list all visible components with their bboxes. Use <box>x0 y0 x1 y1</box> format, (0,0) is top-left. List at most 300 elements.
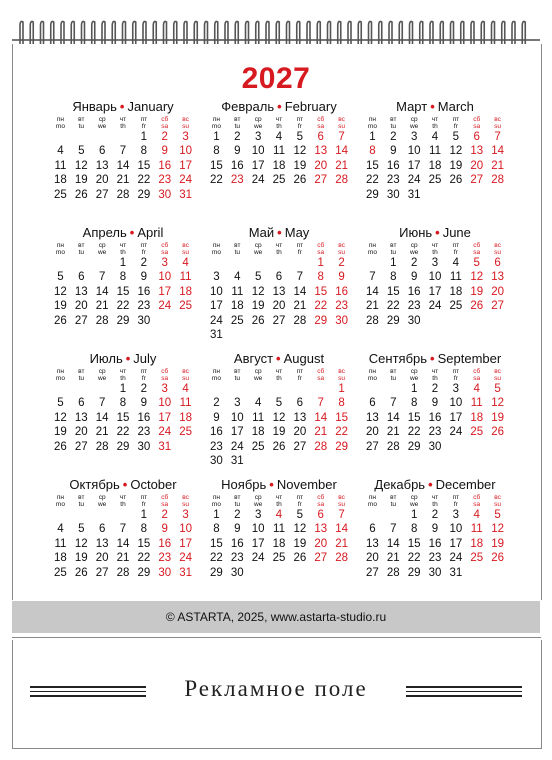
week-row <box>362 144 508 158</box>
week-row <box>206 566 352 580</box>
day-cell: 12 <box>74 159 88 172</box>
week-row <box>206 285 352 299</box>
day-cell: 20 <box>314 159 328 172</box>
day-cell: 3 <box>182 131 189 143</box>
day-cell: 2 <box>431 509 439 521</box>
day-cell: 10 <box>179 145 192 158</box>
year-title: 2027 <box>241 62 311 95</box>
day-cell <box>331 454 352 468</box>
day-cell: 27 <box>74 440 88 453</box>
day-cell <box>425 188 446 202</box>
month-march <box>362 98 508 202</box>
title-dot: • <box>430 351 435 366</box>
week-row <box>50 411 196 425</box>
week-row <box>362 508 508 522</box>
weekday-label: вт tu <box>390 116 397 130</box>
day-cell <box>248 256 269 270</box>
day-cell: 7 <box>119 523 127 536</box>
day-cell <box>331 328 352 342</box>
day-cell: 7 <box>119 145 127 158</box>
day-cell: 22 <box>314 300 328 313</box>
day-cell: 7 <box>338 509 345 521</box>
day-cell: 27 <box>366 566 379 579</box>
day-cell: 26 <box>54 314 67 327</box>
day-cell: 4 <box>452 257 460 269</box>
day-cell: 13 <box>74 285 88 298</box>
day-cell <box>269 328 290 342</box>
day-cell: 18 <box>54 552 67 565</box>
day-cell: 4 <box>57 523 64 536</box>
weekday-header <box>362 494 508 508</box>
weekday-label: вт tu <box>78 242 85 256</box>
month-title <box>50 350 196 368</box>
day-cell: 11 <box>470 397 483 410</box>
day-cell: 13 <box>272 285 286 298</box>
day-cell: 23 <box>158 174 172 187</box>
day-cell: 1 <box>338 383 345 395</box>
day-cell: 1 <box>119 257 127 269</box>
day-cell: 15 <box>366 159 379 172</box>
month-name-ru: Январь <box>72 99 117 114</box>
day-cell: 4 <box>254 397 262 410</box>
day-cell: 31 <box>179 566 192 579</box>
day-cell: 9 <box>234 523 241 536</box>
weekday-label: ср we <box>409 368 419 382</box>
day-cell: 17 <box>230 426 244 439</box>
day-cell: 26 <box>293 552 307 565</box>
month-name-en: June <box>442 225 471 240</box>
weekday-label: чт th <box>431 494 439 508</box>
day-cell <box>227 328 248 342</box>
day-cell: 28 <box>116 566 130 579</box>
weekday-label: ср we <box>409 494 419 508</box>
week-row <box>362 396 508 410</box>
weekday-label: чт th <box>275 242 283 256</box>
day-cell: 4 <box>234 271 241 284</box>
day-cell: 5 <box>494 509 501 521</box>
weekday-header <box>50 368 196 382</box>
day-cell: 23 <box>407 300 421 313</box>
day-cell: 26 <box>449 174 463 187</box>
weekday-header <box>50 242 196 256</box>
month-name-en: August <box>283 351 325 366</box>
day-cell <box>487 440 508 454</box>
week-row <box>50 256 196 270</box>
title-dot: • <box>430 99 435 114</box>
day-cell: 31 <box>230 454 244 467</box>
day-cell: 1 <box>369 131 376 143</box>
weekday-header <box>362 368 508 382</box>
day-cell: 11 <box>449 271 462 284</box>
day-cell <box>289 566 310 580</box>
day-cell: 1 <box>410 509 418 521</box>
day-cell: 6 <box>98 523 106 536</box>
day-cell: 6 <box>78 397 85 410</box>
title-dot: • <box>428 477 433 492</box>
day-cell: 31 <box>407 188 421 201</box>
title-dot: • <box>277 225 282 240</box>
day-cell <box>50 130 71 144</box>
day-cell: 20 <box>74 300 88 313</box>
day-cell <box>362 256 383 270</box>
weekday-label: пн mo <box>211 494 221 508</box>
day-cell: 22 <box>386 300 400 313</box>
day-cell: 21 <box>335 537 348 550</box>
day-cell: 28 <box>116 188 130 201</box>
month-name-ru: Ноябрь <box>221 477 267 492</box>
weekday-label: вс su <box>494 242 502 256</box>
month-name-en: October <box>130 477 177 492</box>
title-dot: • <box>276 351 281 366</box>
day-cell: 10 <box>251 523 265 536</box>
day-cell: 9 <box>140 397 148 410</box>
day-cell: 1 <box>213 509 220 521</box>
day-cell: 16 <box>407 285 421 298</box>
week-row <box>50 551 196 565</box>
day-cell <box>92 382 113 396</box>
month-title <box>206 224 352 242</box>
day-cell: 15 <box>116 411 130 424</box>
day-cell: 27 <box>95 188 109 201</box>
week-row <box>206 425 352 439</box>
weekday-label: пн mo <box>211 242 221 256</box>
month-name-ru: Октябрь <box>69 477 120 492</box>
day-cell: 16 <box>230 537 244 550</box>
day-cell: 17 <box>449 537 463 550</box>
week-row <box>362 256 508 270</box>
day-cell <box>487 188 508 202</box>
day-cell: 24 <box>179 174 192 187</box>
board-divider <box>12 637 541 638</box>
day-cell: 8 <box>140 145 148 158</box>
day-cell: 17 <box>210 300 223 313</box>
weekday-header <box>206 116 352 130</box>
day-cell: 10 <box>158 271 172 284</box>
day-cell: 29 <box>314 314 328 327</box>
week-row <box>206 522 352 536</box>
day-cell <box>248 328 269 342</box>
day-cell: 14 <box>335 145 348 158</box>
weekday-label: ср we <box>253 494 263 508</box>
day-cell: 10 <box>449 523 463 536</box>
day-cell: 14 <box>293 285 307 298</box>
day-cell: 24 <box>179 552 192 565</box>
day-cell: 5 <box>473 257 480 269</box>
weekday-label: пн mo <box>211 116 221 130</box>
week-row <box>362 285 508 299</box>
weekday-label: пн mo <box>55 368 65 382</box>
day-cell: 2 <box>431 383 439 395</box>
week-row <box>362 440 508 454</box>
day-cell: 1 <box>119 383 127 395</box>
day-cell: 20 <box>470 159 484 172</box>
weekday-label: сб sa <box>161 368 169 382</box>
day-cell: 22 <box>116 300 130 313</box>
day-cell: 8 <box>119 271 127 284</box>
week-row <box>50 144 196 158</box>
day-cell: 20 <box>272 300 286 313</box>
day-cell: 18 <box>272 159 286 172</box>
day-cell: 18 <box>449 285 463 298</box>
day-cell: 15 <box>210 537 223 550</box>
day-cell: 4 <box>57 145 64 158</box>
weekday-label: чт th <box>119 116 127 130</box>
day-cell: 15 <box>407 537 421 550</box>
week-row <box>206 270 352 284</box>
day-cell: 5 <box>78 145 85 158</box>
day-cell: 28 <box>386 440 400 453</box>
day-cell: 8 <box>410 397 418 410</box>
day-cell: 14 <box>491 145 504 158</box>
day-cell: 22 <box>137 552 151 565</box>
day-cell: 12 <box>293 523 307 536</box>
weekday-label: пт fr <box>452 494 460 508</box>
day-cell: 10 <box>158 397 172 410</box>
day-cell: 28 <box>95 314 109 327</box>
day-cell: 24 <box>449 426 463 439</box>
day-cell: 30 <box>230 566 244 579</box>
day-cell: 2 <box>213 397 220 410</box>
weekday-label: сб sa <box>317 368 325 382</box>
month-name-en: January <box>127 99 174 114</box>
day-cell <box>248 454 269 468</box>
day-cell: 22 <box>137 174 151 187</box>
day-cell: 10 <box>449 397 463 410</box>
day-cell: 13 <box>74 411 88 424</box>
day-cell: 5 <box>296 509 304 521</box>
day-cell: 27 <box>74 314 88 327</box>
weekday-label: пт fr <box>452 116 460 130</box>
day-cell: 6 <box>98 145 106 158</box>
day-cell: 10 <box>407 145 421 158</box>
month-name-en: July <box>133 351 157 366</box>
month-august <box>206 350 352 468</box>
day-cell <box>227 256 248 270</box>
weekday-label: ср we <box>409 116 419 130</box>
day-cell: 21 <box>95 426 109 439</box>
day-cell: 7 <box>390 523 397 536</box>
day-cell: 11 <box>429 145 441 158</box>
week-row <box>50 130 196 144</box>
week-row <box>206 144 352 158</box>
day-cell: 9 <box>234 145 241 158</box>
day-cell: 29 <box>335 440 348 453</box>
day-cell: 30 <box>335 314 348 327</box>
day-cell: 3 <box>182 509 189 521</box>
day-cell: 9 <box>140 271 148 284</box>
day-cell: 28 <box>491 174 504 187</box>
day-cell: 24 <box>407 174 421 187</box>
day-cell <box>466 440 487 454</box>
day-cell: 21 <box>116 174 130 187</box>
day-cell: 28 <box>335 174 348 187</box>
day-cell: 25 <box>179 426 192 439</box>
day-cell: 6 <box>275 271 283 284</box>
day-cell: 21 <box>386 552 400 565</box>
weekday-label: пт fr <box>296 116 304 130</box>
week-row <box>50 396 196 410</box>
day-cell: 29 <box>407 440 421 453</box>
day-cell: 25 <box>428 174 442 187</box>
day-cell: 30 <box>407 314 421 327</box>
day-cell: 3 <box>254 509 262 521</box>
title-dot: • <box>129 225 135 240</box>
day-cell <box>383 508 404 522</box>
day-cell: 9 <box>213 411 220 424</box>
day-cell: 25 <box>470 426 484 439</box>
weekday-label: вс su <box>182 494 190 508</box>
day-cell: 12 <box>74 537 88 550</box>
week-row <box>206 130 352 144</box>
day-cell: 27 <box>314 174 328 187</box>
day-cell: 15 <box>210 159 223 172</box>
day-cell: 19 <box>74 552 88 565</box>
day-cell: 13 <box>293 411 307 424</box>
month-name-ru: Июль <box>89 351 123 366</box>
day-cell: 2 <box>338 257 345 269</box>
day-cell: 15 <box>137 537 151 550</box>
day-cell: 4 <box>182 257 189 269</box>
day-cell <box>289 382 310 396</box>
weekday-header <box>206 494 352 508</box>
day-cell <box>71 382 92 396</box>
month-title <box>362 350 508 368</box>
day-cell: 16 <box>158 537 172 550</box>
day-cell: 7 <box>317 397 324 410</box>
day-cell: 6 <box>78 271 85 284</box>
day-cell: 6 <box>317 509 324 521</box>
day-cell: 29 <box>386 314 400 327</box>
day-cell <box>310 328 331 342</box>
day-cell: 14 <box>95 411 109 424</box>
day-cell: 23 <box>137 300 151 313</box>
day-cell <box>466 188 487 202</box>
day-cell: 7 <box>390 397 397 410</box>
day-cell: 7 <box>98 397 106 410</box>
day-cell: 16 <box>428 411 442 424</box>
day-cell: 18 <box>470 411 484 424</box>
day-cell: 22 <box>407 426 421 439</box>
week-row <box>50 173 196 187</box>
day-cell: 29 <box>137 188 151 201</box>
day-cell: 5 <box>275 397 283 410</box>
day-cell: 15 <box>137 159 151 172</box>
week-row <box>206 328 352 342</box>
day-cell: 18 <box>251 426 265 439</box>
day-cell <box>289 328 310 342</box>
weekday-label: пн mo <box>211 368 221 382</box>
day-cell: 10 <box>230 411 244 424</box>
month-name-ru: Декабрь <box>374 477 426 492</box>
day-cell <box>310 382 331 396</box>
day-cell: 12 <box>251 285 265 298</box>
day-cell: 8 <box>369 145 376 158</box>
day-cell: 4 <box>473 383 480 395</box>
week-row <box>206 396 352 410</box>
month-september <box>362 350 508 454</box>
day-cell: 7 <box>338 131 345 143</box>
day-cell: 9 <box>390 145 397 158</box>
day-cell: 5 <box>57 271 64 284</box>
month-july <box>50 350 196 454</box>
month-january <box>50 98 196 202</box>
day-cell: 6 <box>317 131 324 143</box>
day-cell: 12 <box>449 145 463 158</box>
weekday-header <box>362 116 508 130</box>
day-cell: 21 <box>335 159 348 172</box>
day-cell: 5 <box>78 523 85 536</box>
month-name-en: April <box>137 225 164 240</box>
day-cell: 23 <box>137 426 151 439</box>
weekday-label: вс su <box>338 494 346 508</box>
week-row <box>206 454 352 468</box>
month-name-en: December <box>435 477 496 492</box>
weekday-label: пн mo <box>367 116 377 130</box>
day-cell: 26 <box>470 300 484 313</box>
day-cell: 25 <box>272 174 286 187</box>
day-cell: 28 <box>293 314 307 327</box>
day-cell: 8 <box>213 145 220 158</box>
day-cell <box>71 130 92 144</box>
day-cell: 24 <box>158 426 172 439</box>
day-cell: 9 <box>431 397 439 410</box>
week-row <box>206 508 352 522</box>
month-title <box>50 224 196 242</box>
month-title <box>362 476 508 494</box>
day-cell: 7 <box>494 131 501 143</box>
week-row <box>362 566 508 580</box>
week-row <box>362 299 508 313</box>
month-november <box>206 476 352 580</box>
day-cell: 29 <box>116 440 130 453</box>
day-cell <box>362 508 383 522</box>
weekday-label: пн mo <box>55 116 65 130</box>
day-cell: 14 <box>335 523 348 536</box>
weekday-label: вт tu <box>390 242 397 256</box>
day-cell: 30 <box>137 440 151 453</box>
week-row <box>362 425 508 439</box>
day-cell: 27 <box>491 300 504 313</box>
weekday-label: чт th <box>431 116 439 130</box>
day-cell: 20 <box>366 552 379 565</box>
week-row <box>50 382 196 396</box>
day-cell: 11 <box>179 271 192 284</box>
day-cell: 29 <box>210 566 223 579</box>
day-cell: 20 <box>366 426 379 439</box>
week-row <box>206 551 352 565</box>
day-cell: 28 <box>335 552 348 565</box>
weekday-label: пн mo <box>55 242 65 256</box>
day-cell: 20 <box>74 426 88 439</box>
day-cell: 2 <box>140 383 148 395</box>
day-cell: 26 <box>491 426 504 439</box>
day-cell: 31 <box>179 188 192 201</box>
weekday-label: сб sa <box>473 494 481 508</box>
day-cell: 17 <box>251 537 265 550</box>
day-cell: 30 <box>158 188 172 201</box>
day-cell: 11 <box>179 397 192 410</box>
day-cell: 21 <box>293 300 307 313</box>
day-cell <box>445 188 466 202</box>
day-cell: 3 <box>452 509 460 521</box>
week-row <box>362 537 508 551</box>
day-cell: 2 <box>234 509 241 521</box>
weekday-label: пт fr <box>140 368 148 382</box>
day-cell: 19 <box>74 174 88 187</box>
weekday-label: пн mo <box>367 242 377 256</box>
day-cell: 1 <box>390 257 397 269</box>
day-cell: 14 <box>386 411 400 424</box>
